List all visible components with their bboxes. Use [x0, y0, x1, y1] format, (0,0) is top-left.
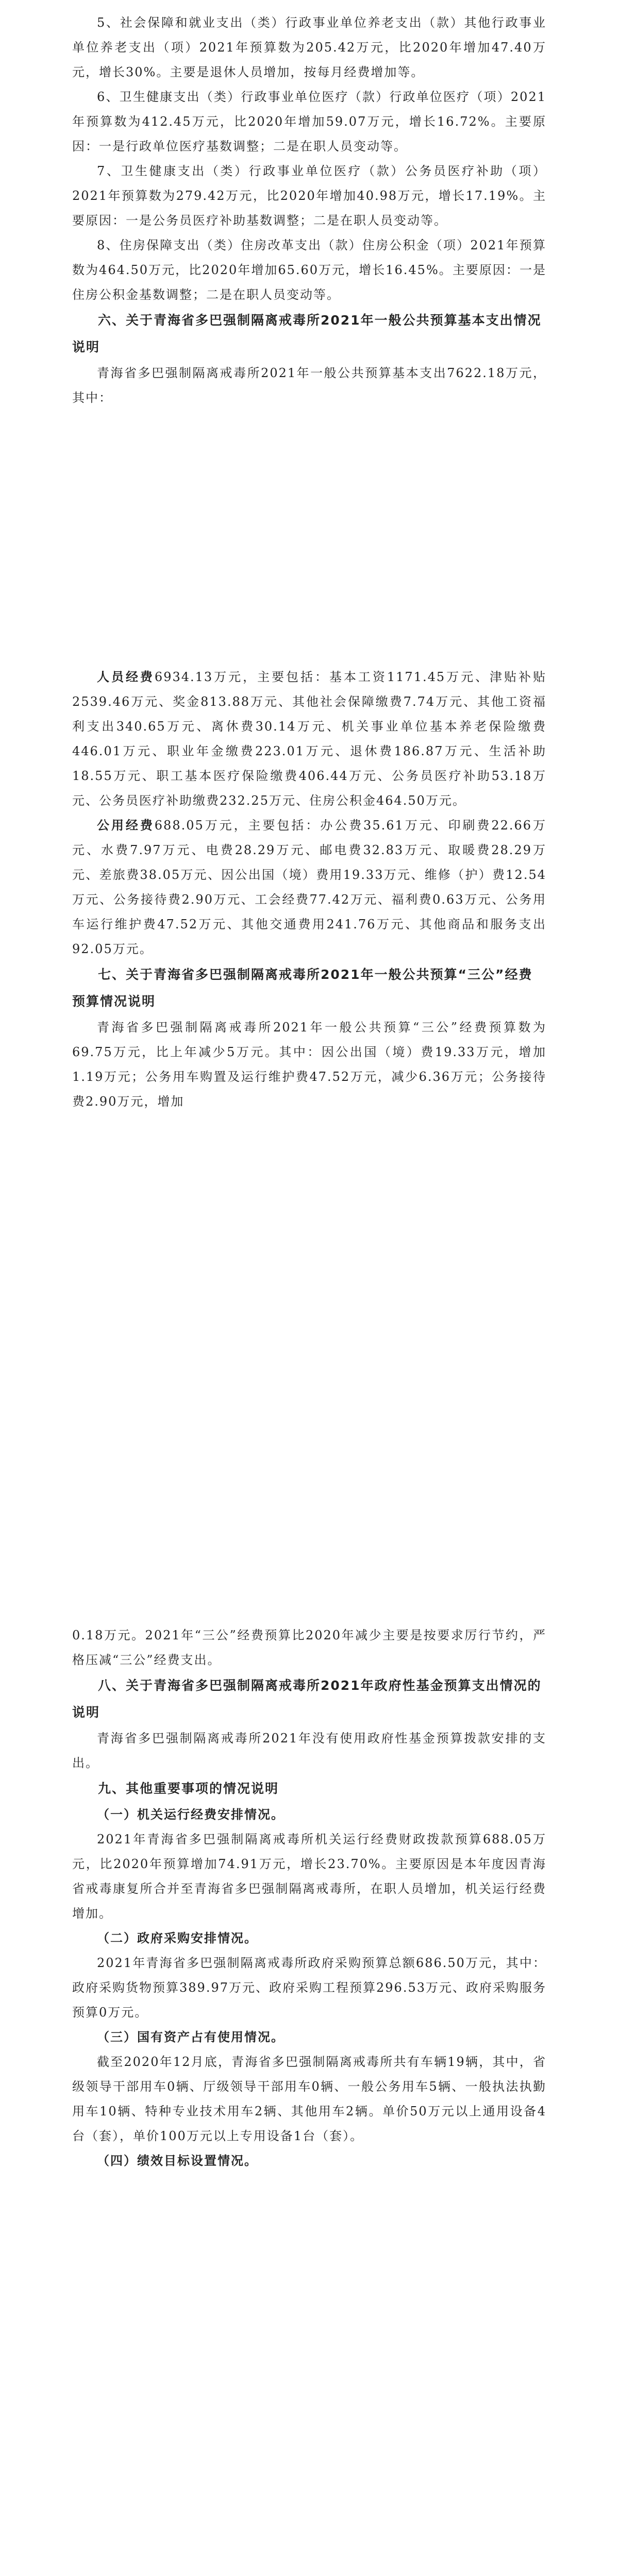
paragraph-housing-fund: 8、住房保障支出（类）住房改革支出（款）住房公积金（项）2021年预算数为464.50万元，比2020年增加65.60万元，增长16.45%。主要原因：一是住房公积金基数调整；二是在职人员变动等。	[72, 238, 546, 302]
paragraph-civil-servant-medical: 7、卫生健康支出（类）行政事业单位医疗（款）公务员医疗补助（项）2021年预算数为279.42万元，比2020年增加40.98万元，增长17.19%。主要原因：一是公务员医疗补助基数调整；二是在职人员变动等。	[72, 164, 546, 228]
personnel-expenses-label: 人员经费	[97, 669, 155, 684]
personnel-expenses-text: 6934.13万元，主要包括：基本工资1171.45万元、津贴补贴2539.46万元、奖金813.88万元、其他社会保障缴费7.74万元、其他工资福利支出340.65万元、离休费30.14万元、机关事业单位基本养老保险缴费446.01万元、职业年金缴费223.01万元、退休费186.87万元、生活补助18.55万元、职工基本医疗保险缴费406.44万元、公务员医疗补助53.18万元、公务员医疗补助缴费232.25万元、住房公积金464.50万元。	[72, 670, 546, 808]
paragraph-public-expenses	[72, 813, 546, 961]
paragraph-procurement: 2021年青海省多巴强制隔离戒毒所政府采购预算总额686.50万元，其中：政府采购货物预算389.97万元、政府采购工程预算296.53万元、政府采购服务预算0万元。	[72, 1956, 546, 2020]
paragraph-government-fund: 青海省多巴强制隔离戒毒所2021年没有使用政府性基金预算拨款安排的支出。	[72, 1731, 546, 1770]
subheading-procurement: （二）政府采购安排情况。	[97, 1931, 258, 1945]
document-page-2	[72, 665, 546, 1114]
paragraph-basic-expenditure: 青海省多巴强制隔离戒毒所2021年一般公共预算基本支出7622.18万元，其中：	[72, 366, 546, 405]
subheading-performance-targets: （四）绩效目标设置情况。	[97, 2154, 258, 2168]
section-heading-9: 九、其他重要事项的情况说明	[98, 1781, 279, 1796]
section-heading-6: 六、关于青海省多巴强制隔离戒毒所2021年一般公共预算基本支出情况说明	[72, 313, 542, 354]
subheading-operating-funds: （一）机关运行经费安排情况。	[97, 1807, 285, 1822]
public-expenses-label: 公用经费	[97, 818, 155, 833]
paragraph-three-public-continued: 0.18万元。2021年“三公”经费预算比2020年减少主要是按要求厉行节约，严格压减“三公”经费支出。	[72, 1628, 546, 1667]
document-page-3	[72, 1623, 546, 2173]
section-heading-8: 八、关于青海省多巴强制隔离戒毒所2021年政府性基金预算支出情况的说明	[72, 1678, 542, 1720]
paragraph-personnel-expenses	[72, 665, 546, 813]
public-expenses-text: 688.05万元，主要包括：办公费35.61万元、印刷费22.66万元、水费7.97万元、电费28.29万元、邮电费32.83万元、取暖费28.29万元、差旅费38.05万元、因公出国（境）费用19.33万元、维修（护）费12.54万元、公务接待费2.90万元、工会经费77.42万元、福利费0.63万元、公务用车运行维护费47.52万元、其他交通费用241.76万元、其他商品和服务支出92.05万元。	[72, 818, 547, 956]
paragraph-operating-funds: 2021年青海省多巴强制隔离戒毒所机关运行经费财政拨款预算688.05万元，比2020年预算增加74.91万元，增长23.70%。主要原因是本年度因青海省戒毒康复所合并至青海省多巴强制隔离戒毒所，在职人员增加，机关运行经费增加。	[72, 1832, 546, 1921]
paragraph-state-assets: 截至2020年12月底，青海省多巴强制隔离戒毒所共有车辆19辆，其中，省级领导干部用车0辆、厅级领导干部用车0辆、一般公务用车5辆、一般执法执勤用车10辆、特种专业技术用车2辆、其他用车2辆。单价50万元以上通用设备4台（套），单价100万元以上专用设备1台（套）。	[72, 2055, 546, 2143]
subheading-state-assets: （三）国有资产占有使用情况。	[97, 2030, 285, 2044]
paragraph-three-public-budget: 青海省多巴强制隔离戒毒所2021年一般公共预算“三公”经费预算数为69.75万元，比上年减少5万元。其中：因公出国（境）费19.33万元，增加1.19万元；公务用车购置及运行维护费47.52万元，减少6.36万元；公务接待费2.90万元，增加	[72, 1020, 546, 1109]
section-heading-7: 七、关于青海省多巴强制隔离戒毒所2021年一般公共预算“三公”经费预算情况说明	[72, 967, 533, 1009]
paragraph-admin-medical: 6、卫生健康支出（类）行政事业单位医疗（款）行政单位医疗（项）2021年预算数为412.45万元，比2020年增加59.07万元，增长16.72%。主要原因：一是行政单位医疗基数调整；二是在职人员变动等。	[72, 90, 546, 154]
document-page-1	[72, 10, 546, 410]
paragraph-social-security-pension: 5、社会保障和就业支出（类）行政事业单位养老支出（款）其他行政事业单位养老支出（项）2021年预算数为205.42万元，比2020年增加47.40万元，增长30%。主要是退休人员增加，按每月经费增加等。	[72, 15, 546, 79]
